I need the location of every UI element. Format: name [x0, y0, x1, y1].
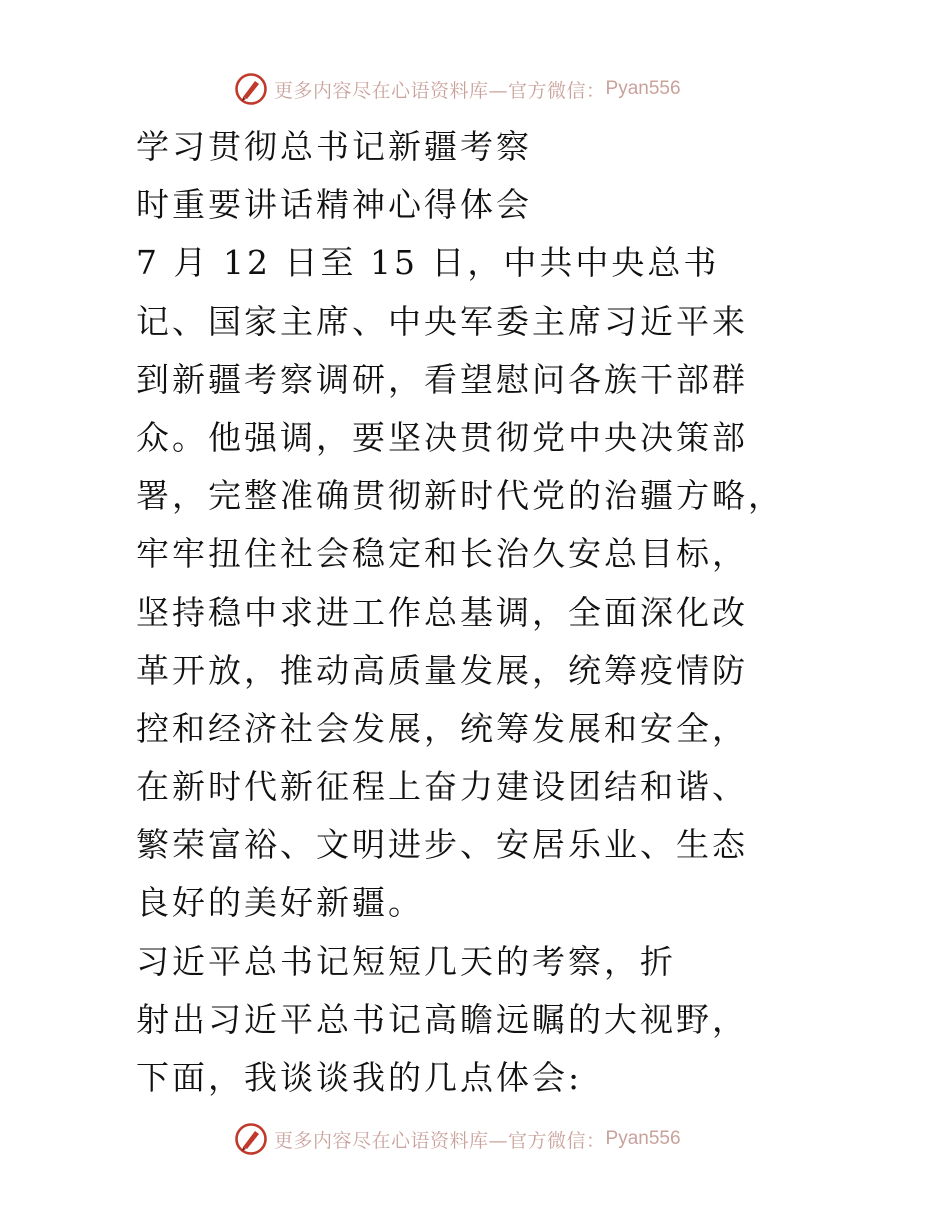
- paragraph-line: 署，完整准确贯彻新时代党的治疆方略，: [136, 476, 784, 516]
- paragraph-line: 坚持稳中求进工作总基调，全面深化改: [136, 592, 748, 632]
- paragraph-line: 习近平总书记短短几天的考察，折: [136, 941, 676, 981]
- paragraph-line: 7 月 12 日至 15 日，中共中央总书: [136, 243, 720, 283]
- title-line: 学习贯彻总书记新疆考察: [136, 127, 532, 166]
- document-body: [136, 118, 936, 1107]
- header-watermark-text: 更多内容尽在心语资料库—官方微信：: [274, 79, 606, 102]
- paragraph-line: 繁荣富裕、文明进步、安居乐业、生态: [136, 825, 748, 865]
- header-watermark-banner: [234, 72, 681, 106]
- paragraph-line: 到新疆考察调研，看望慰问各族干部群: [136, 359, 748, 399]
- footer-watermark-id: Pyan556: [605, 1128, 681, 1149]
- paragraph-line: 控和经济社会发展，统筹发展和安全，: [136, 708, 748, 748]
- header-watermark-id: Pyan556: [605, 78, 681, 99]
- paragraph-line: 众。他强调，要坚决贯彻党中央决策部: [136, 417, 748, 457]
- paragraph-line: 革开放，推动高质量发展，统筹疫情防: [136, 650, 748, 690]
- paragraph-line: 在新时代新征程上奋力建设团结和谐、: [136, 767, 748, 807]
- paragraph-line: 良好的美好新疆。: [136, 883, 424, 923]
- pen-logo-icon: [234, 1122, 268, 1156]
- paragraph-line: 下面，我谈谈我的几点体会:: [136, 1058, 583, 1097]
- paragraph-line: 牢牢扭住社会稳定和长治久安总目标，: [136, 534, 748, 574]
- paragraph-line: 记、国家主席、中央军委主席习近平来: [136, 301, 748, 341]
- paragraph-line: 射出习近平总书记高瞻远瞩的大视野，: [136, 999, 748, 1039]
- footer-watermark-text: 更多内容尽在心语资料库—官方微信：: [274, 1129, 606, 1152]
- footer-watermark-banner: [234, 1122, 681, 1156]
- pen-logo-icon: [234, 72, 268, 106]
- title-line: 时重要讲话精神心得体会: [136, 185, 532, 225]
